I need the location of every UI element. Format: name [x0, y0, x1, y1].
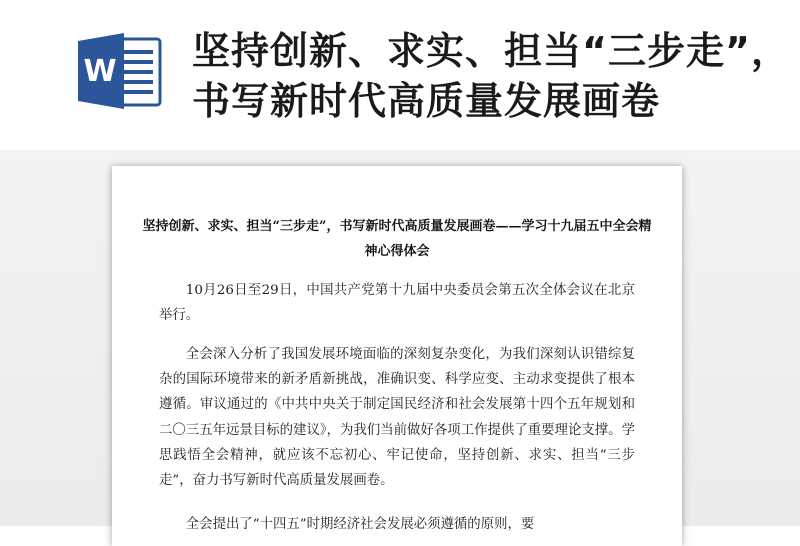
word-document-icon [78, 33, 162, 109]
header [0, 0, 800, 150]
word-logo-letter: W [83, 54, 117, 89]
paragraph-2: 全会深入分析了我国发展环境面临的深刻复杂变化，为我们深刻认识错综复杂的国际环境带来的新矛盾新挑战，准确识变、科学应变、主动求变提供了根本遵循。审议通过的《中共中央关于制定国民经济和社会发展第十四个五年规划和二〇三五年远景目标的建议》，为我们当前做好各项工作提供了重要理论支撑。学思践悟全会精神，就应该不忘初心、牢记使命，坚持创新、求实、担当“三步走”，奋力书写新时代高质量发展画卷。 [159, 347, 635, 489]
paragraph-3: 全会提出了“十四五”时期经济社会发展必须遵循的原则，要 [185, 517, 535, 532]
document-title: 坚持创新、求实、担当“三步走”，书写新时代高质量发展画卷——学习十九届五中全会精神心得体会 [142, 219, 652, 259]
paragraph-1: 10月26日至29日，中国共产党第十九届中央委员会第五次全体会议在北京举行。 [159, 283, 635, 324]
document-page [112, 166, 682, 546]
page-title: 坚持创新、求实、担当“三步走”，书写新时代高质量发展画卷 [192, 29, 790, 123]
